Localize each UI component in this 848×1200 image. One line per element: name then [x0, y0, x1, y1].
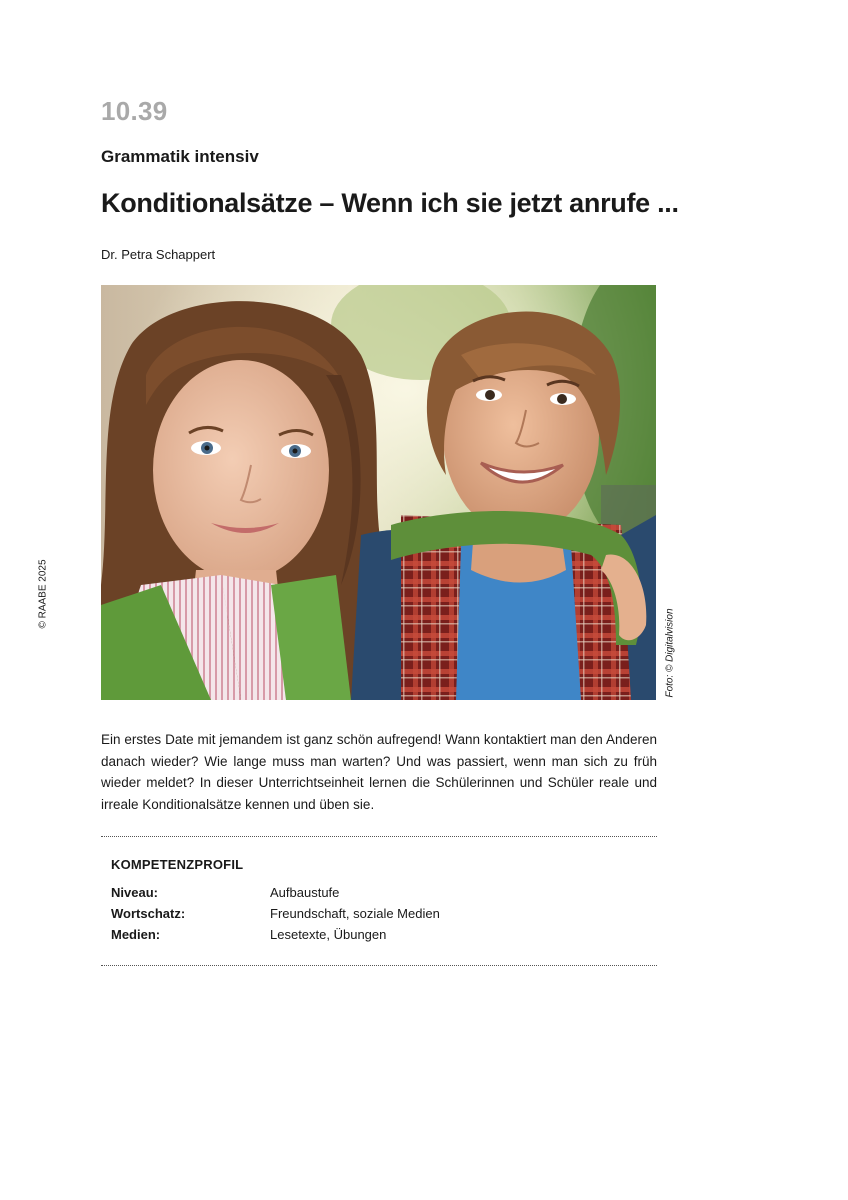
unit-number: 10.39 [101, 96, 168, 126]
author: Dr. Petra Schappert [101, 247, 216, 262]
profile-value: Aufbaustufe [270, 885, 340, 900]
intro-text: Ein erstes Date mit jemandem ist ganz schön aufregend! Wann kontaktiert man den Anderen danach wieder? Wie lange muss man warten? Und was passiert, wenn man sich zu früh wieder meldet? In dieser Unterrichtseinheit lernen die Schülerinnen und Schüler reale und irreale Konditionalsätze kennen und üben sie. [101, 732, 657, 812]
profile-label: Medien: [111, 927, 161, 942]
series-title: Grammatik intensiv [101, 147, 259, 166]
photo-credit: Foto: © Digitalvision [664, 608, 676, 698]
profile-label: Niveau: [111, 885, 158, 900]
copyright-notice: © RAABE 2025 [37, 559, 49, 629]
profile-label: Wortschatz: [111, 906, 186, 921]
cover-photo [101, 285, 656, 700]
divider-bottom [101, 965, 657, 966]
profile-row-medien [111, 927, 611, 947]
page-title: Konditionalsätze – Wenn ich sie jetzt anrufe ... [101, 188, 679, 218]
profile-value: Freundschaft, soziale Medien [270, 906, 440, 921]
kompetenzprofil-heading: KOMPETENZPROFIL [111, 857, 244, 872]
divider-top [101, 836, 657, 837]
profile-row-wortschatz [111, 906, 611, 926]
profile-value: Lesetexte, Übungen [270, 927, 387, 942]
profile-row-niveau [111, 885, 611, 905]
